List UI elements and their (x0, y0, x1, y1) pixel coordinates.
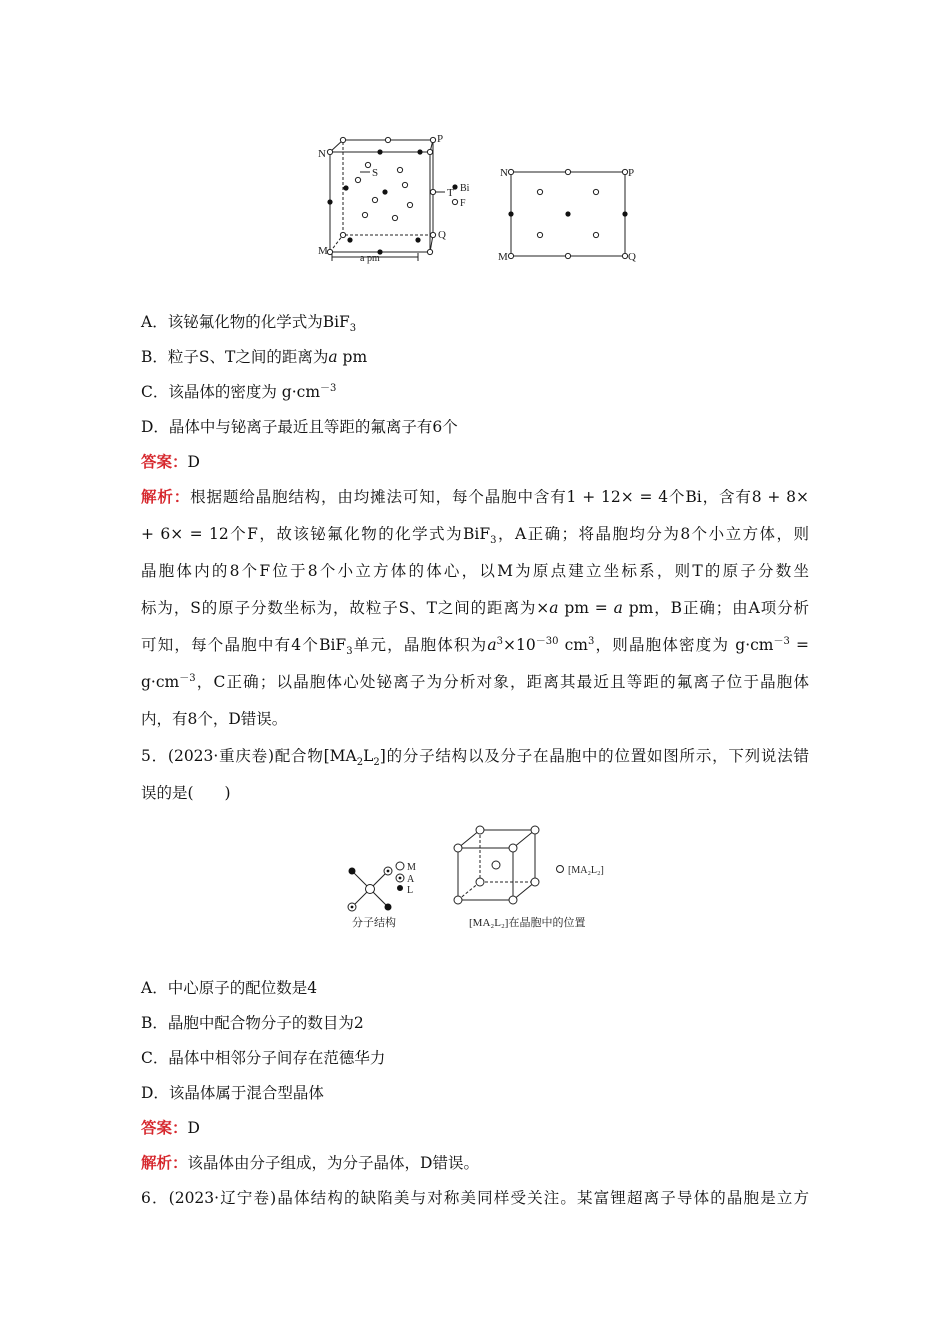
mol-legend-m: M (407, 862, 416, 873)
legend-bi: Bi (460, 183, 470, 194)
sq-label-n: N (500, 167, 508, 179)
q4-analysis-line-2: + 6× = 12个F，故该铋氟化物的化学式为BiF$_3$，A正确；将晶胞均分为8个小立方体，则 (141, 525, 809, 547)
q4-analysis-line-5: 可知，每个晶胞中有4个BiF$_3$单元，晶胞体积为$a^3\times 10^{-30}$ $cm^3$，则晶胞体密度为 $g\cdot cm^{-3}$ = (141, 635, 810, 658)
q4-analysis-line-3: 晶胞体内的8个F位于8个小立方体的体心，以M为原点建立坐标系，则T的原子分数坐 (141, 562, 809, 580)
caption-molecule: 分子结构 (352, 917, 396, 929)
complex-cell-figure (330, 818, 620, 938)
q5-option-c: C．晶体中相邻分子间存在范德华力 (141, 1049, 386, 1067)
q5-stem-line-2: 误的是( ) (141, 784, 231, 802)
sq-label-m: M (498, 251, 508, 263)
label-q: Q (438, 229, 446, 241)
label-p: P (437, 133, 444, 145)
label-m: M (318, 245, 328, 257)
q4-option-d: D．晶体中与铋离子最近且等距的氟离子有6个 (141, 418, 458, 436)
bif3-cell-figure (310, 130, 650, 265)
q4-analysis-line-4: 标为，S的原子分数坐标为，故粒子S、T之间的距离为×a pm = a pm，B正确；由A项分析 (141, 599, 810, 617)
q4-answer: 答案：D (141, 452, 200, 471)
q4-option-b: B．粒子S、T之间的距离为a pm (141, 348, 368, 366)
q5-stem-line-1: 5．(2023·重庆卷)配合物$[MA_2L_2]$的分子结构以及分子在晶胞中的位置如图所示，下列说法错 (141, 747, 809, 769)
label-t: T (447, 187, 454, 199)
sq-label-q: Q (628, 251, 636, 263)
mol-legend-a: A (407, 874, 415, 885)
q4-analysis-line-1: 解析：根据题给晶胞结构，由均摊法可知，每个晶胞中含有1 + 12× = 4个Bi，含有8 + 8× (141, 487, 809, 506)
axis-label: a pm (360, 253, 380, 264)
q5-option-b: B．晶胞中配合物分子的数目为2 (141, 1014, 364, 1032)
q5-analysis: 解析：该晶体由分子组成，为分子晶体，D错误。 (141, 1153, 479, 1172)
q4-analysis-line-6: $g\cdot cm^{-3}$，C正确；以晶胞体心处铋离子为分析对象，距离其最近且等距的氟离子位于晶胞体 (141, 672, 809, 691)
label-s: S (372, 167, 379, 179)
label-n: N (318, 148, 326, 160)
q5-option-d: D．该晶体属于混合型晶体 (141, 1084, 324, 1102)
q6-stem: 6．(2023·辽宁卷)晶体结构的缺陷美与对称美同样受关注。某富锂超离子导体的晶胞是立方 (141, 1189, 809, 1207)
mol-legend-l: L (407, 885, 414, 896)
q5-option-a: A．中心原子的配位数是4 (141, 979, 318, 997)
q4-option-a: A．该铋氟化物的化学式为BiF$_3$ (141, 313, 357, 335)
q5-answer: 答案：D (141, 1118, 200, 1137)
q4-option-c: C．该晶体的密度为 $g\cdot cm^{-3}$ (141, 382, 337, 401)
legend-f: F (460, 198, 466, 209)
q4-analysis-line-7: 内，有8个，D错误。 (141, 710, 288, 728)
caption-cell: [MA₂L₂]在晶胞中的位置 (469, 917, 586, 929)
sq-label-p: P (628, 167, 635, 179)
cell-legend: [MA₂L₂] (568, 865, 604, 876)
